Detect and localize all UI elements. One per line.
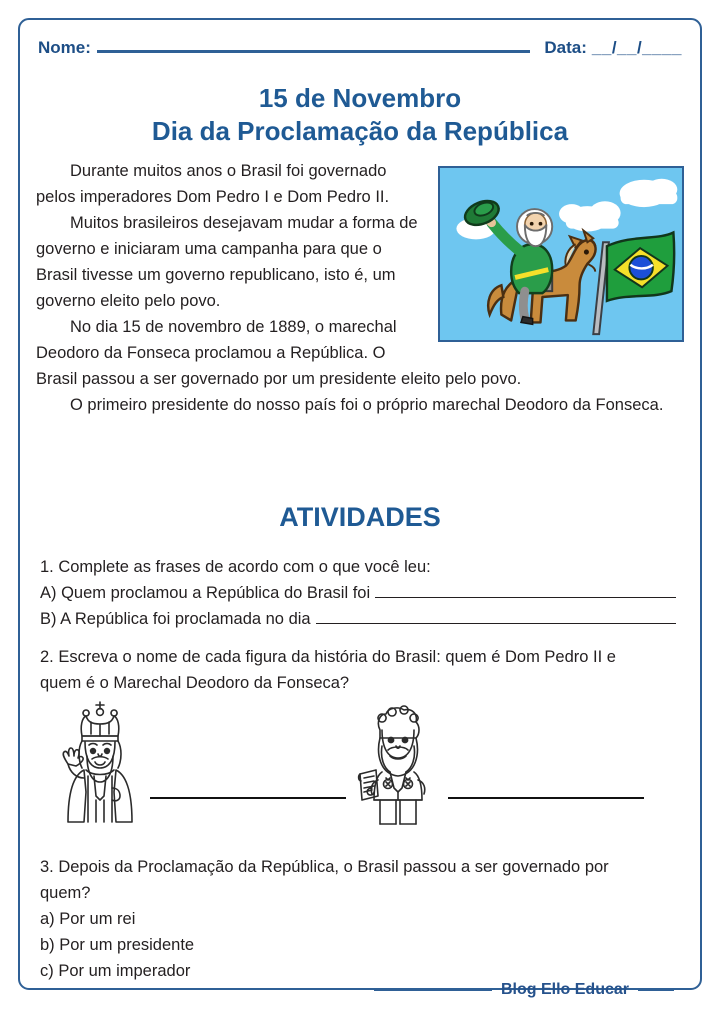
title-line-1: 15 de Novembro xyxy=(258,83,462,113)
question-1-item-b xyxy=(40,606,676,632)
name-write-line[interactable] xyxy=(97,50,530,53)
question-3 xyxy=(40,854,676,984)
page-title xyxy=(30,82,690,148)
figure-cell-marshal xyxy=(352,696,652,830)
footer-rule-right xyxy=(638,989,674,991)
name-label: Nome: xyxy=(38,38,91,57)
marshal-line-art-svg xyxy=(352,696,444,828)
footer-text: Blog Ello Educar xyxy=(500,981,629,998)
question-2-prompt-line-1: 2. Escreva o nome de cada figura da história do Brasil: quem é Dom Pedro II e xyxy=(40,648,616,666)
deodoro-on-horse-illustration xyxy=(438,166,684,342)
question-3-option-a[interactable]: a) Por um rei xyxy=(40,910,136,928)
story-paragraph-1: Durante muitos anos o Brasil foi governado pelos imperadores Dom Pedro I e Dom Pedro II. xyxy=(36,162,390,206)
activities-heading: ATIVIDADES xyxy=(279,502,441,532)
date-write-field[interactable]: __/__/____ xyxy=(591,38,682,57)
question-2-answer-line-right[interactable] xyxy=(448,797,644,799)
question-1-prompt: 1. Complete as frases de acordo com o que você leu: xyxy=(40,558,431,576)
deodoro-illustration-svg xyxy=(440,168,682,340)
reading-passage xyxy=(36,158,684,418)
question-2-prompt-line-2: quem é o Marechal Deodoro da Fonseca? xyxy=(40,674,350,692)
question-1-answer-line-b[interactable] xyxy=(316,623,676,624)
question-3-prompt-line-1: 3. Depois da Proclamação da República, o Brasil passou a ser governado por xyxy=(40,858,609,876)
question-2-figures xyxy=(40,696,680,830)
question-3-option-c[interactable]: c) Por um imperador xyxy=(40,962,191,980)
story-paragraph-3: No dia 15 de novembro de 1889, o marechal Deodoro da Fonseca proclamou a República. O Brasil passou a ser governado por um presidente eleito pelo povo. xyxy=(36,318,522,388)
title-line-2: Dia da Proclamação da República xyxy=(151,116,569,146)
footer-branding xyxy=(374,977,674,1003)
question-3-prompt-line-2: quem? xyxy=(40,884,91,902)
date-label: Data: xyxy=(544,38,587,57)
story-paragraph-4: O primeiro presidente do nosso país foi o próprio marechal Deodoro da Fonseca. xyxy=(70,396,664,414)
question-2 xyxy=(40,644,676,696)
question-1-item-a-text: A) Quem proclamou a República do Brasil foi xyxy=(40,584,371,602)
emperor-line-art xyxy=(54,696,146,828)
question-1-item-b-text: B) A República foi proclamada no dia xyxy=(40,610,311,628)
figure-cell-emperor xyxy=(54,696,354,830)
footer-rule-left xyxy=(374,989,492,991)
question-1-answer-line-a[interactable] xyxy=(375,597,676,598)
question-1-item-a xyxy=(40,580,676,606)
question-2-answer-line-left[interactable] xyxy=(150,797,346,799)
question-3-option-b[interactable]: b) Por um presidente xyxy=(40,936,195,954)
story-paragraph-2: Muitos brasileiros desejavam mudar a forma de governo e iniciaram uma campanha para que o Brasil tivesse um governo republicano, isto é, um governo eleito pelo povo. xyxy=(36,214,418,310)
emperor-line-art-svg xyxy=(54,696,146,828)
marshal-line-art xyxy=(352,696,444,828)
question-1 xyxy=(40,554,676,632)
student-info-row xyxy=(38,38,682,66)
